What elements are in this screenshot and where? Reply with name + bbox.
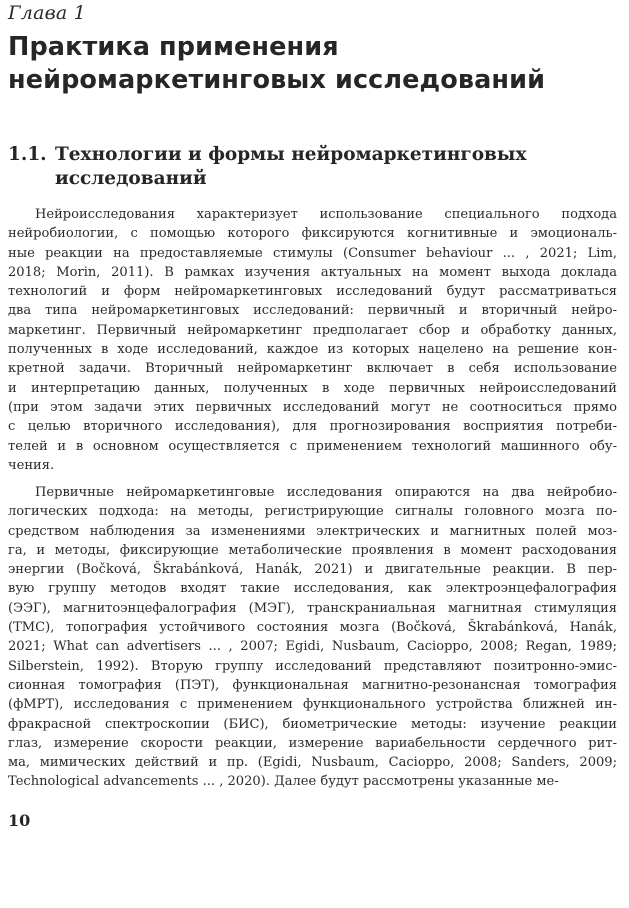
section-title-line: Технологии и формы нейромаркетинговых bbox=[55, 144, 527, 165]
section-title-line: исследований bbox=[55, 168, 207, 189]
body-paragraph bbox=[8, 483, 617, 792]
chapter-label: Глава 1 bbox=[8, 2, 86, 24]
paragraph-line: фракрасной спектроскопии (БИС), биометрические методы: изучение реакции bbox=[8, 716, 617, 732]
paragraph-line: Первичные нейромаркетинговые исследования опираются на два нейробио- bbox=[35, 485, 617, 500]
paragraph-line: 2018; Morin, 2011). В рамках изучения актуальных на момент выхода доклада bbox=[8, 264, 617, 280]
paragraph-line: ные реакции на предоставляемые стимулы (Consumer behaviour ... , 2021; Lim, bbox=[8, 245, 617, 261]
section-number: 1.1. bbox=[8, 144, 47, 165]
paragraph-line: (при этом задачи этих первичных исследований могут не соотноситься прямо bbox=[8, 399, 617, 415]
paragraph-line: энергии (Bočková, Škrabánková, Hanák, 2021) и двигательные реакции. В пер- bbox=[8, 562, 617, 578]
paragraph-line: (ЭЭГ), магнитоэнцефалография (МЭГ), транскраниальная магнитная стимуляция bbox=[8, 600, 617, 616]
paragraph-line: Technological advancements ... , 2020). Далее будут рассмотрены указанные ме- bbox=[8, 774, 559, 790]
paragraph-line: сионная томография (ПЭТ), функциональная магнитно-резонансная томография bbox=[8, 677, 617, 693]
paragraph-line: чения. bbox=[8, 457, 55, 473]
paragraph-line: логических подхода: на методы, регистрирующие сигналы головного мозга по- bbox=[8, 504, 617, 520]
paragraph-line: телей и в основном осуществляется с применением технологий машинного обу- bbox=[8, 438, 617, 454]
paragraph-line: и интерпретацию данных, полученных в ходе первичных нейроисследований bbox=[8, 380, 617, 396]
chapter-title-line: нейромаркетинговых исследований bbox=[8, 65, 546, 95]
paragraph-line: кретной задачи. Вторичный нейромаркетинг включает в себя использование bbox=[8, 361, 617, 377]
paragraph-line: (фМРТ), исследования с применением функционального устройства ближней ин- bbox=[8, 697, 617, 713]
page-number: 10 bbox=[8, 811, 31, 830]
body-paragraph bbox=[8, 205, 617, 475]
section-title bbox=[55, 143, 527, 191]
paragraph-line: Silberstein, 1992). Вторую группу исследований представляют позитронно-эмис- bbox=[8, 658, 617, 674]
paragraph-line: ма, мимических действий и пр. (Egidi, Nusbaum, Cacioppo, 2008; Sanders, 2009; bbox=[8, 755, 617, 771]
paragraph-line: полученных в ходе исследований, каждое из которых нацелено на решение кон- bbox=[8, 342, 617, 358]
paragraph-line: средством наблюдения за изменениями электрических и магнитных полей моз- bbox=[8, 523, 617, 539]
paragraph-line: с целью вторичного исследования), для прогнозирования восприятия потреби- bbox=[8, 419, 617, 435]
paragraph-line: 2021; What can advertisers ... , 2007; Egidi, Nusbaum, Cacioppo, 2008; Regan, 1989; bbox=[8, 639, 617, 655]
paragraph-line: нейробиологии, с помощью которого фиксируются когнитивные и эмоциональ- bbox=[8, 226, 617, 242]
paragraph-line: два типа нейромаркетинговых исследований: первичный и вторичный нейро- bbox=[8, 303, 617, 319]
paragraph-line: вую группу методов входят такие исследования, как электроэнцефалография bbox=[8, 581, 617, 597]
chapter-title bbox=[8, 31, 618, 97]
paragraph-line: маркетинг. Первичный нейромаркетинг предполагает сбор и обработку данных, bbox=[8, 322, 617, 338]
paragraph-line: глаз, измерение скорости реакции, измерение вариабельности сердечного рит- bbox=[8, 735, 617, 751]
paragraph-line: га, и методы, фиксирующие метаболические проявления в момент расходования bbox=[8, 542, 617, 558]
paragraph-line: технологий и форм нейромаркетинговых исследований будут рассматриваться bbox=[8, 284, 617, 300]
chapter-title-line: Практика применения bbox=[8, 32, 339, 62]
paragraph-line: (ТМС), топография устойчивого состояния мозга (Bočková, Škrabánková, Hanák, bbox=[8, 620, 617, 636]
paragraph-line: Нейроисследования характеризует использование специального подхода bbox=[35, 207, 617, 222]
